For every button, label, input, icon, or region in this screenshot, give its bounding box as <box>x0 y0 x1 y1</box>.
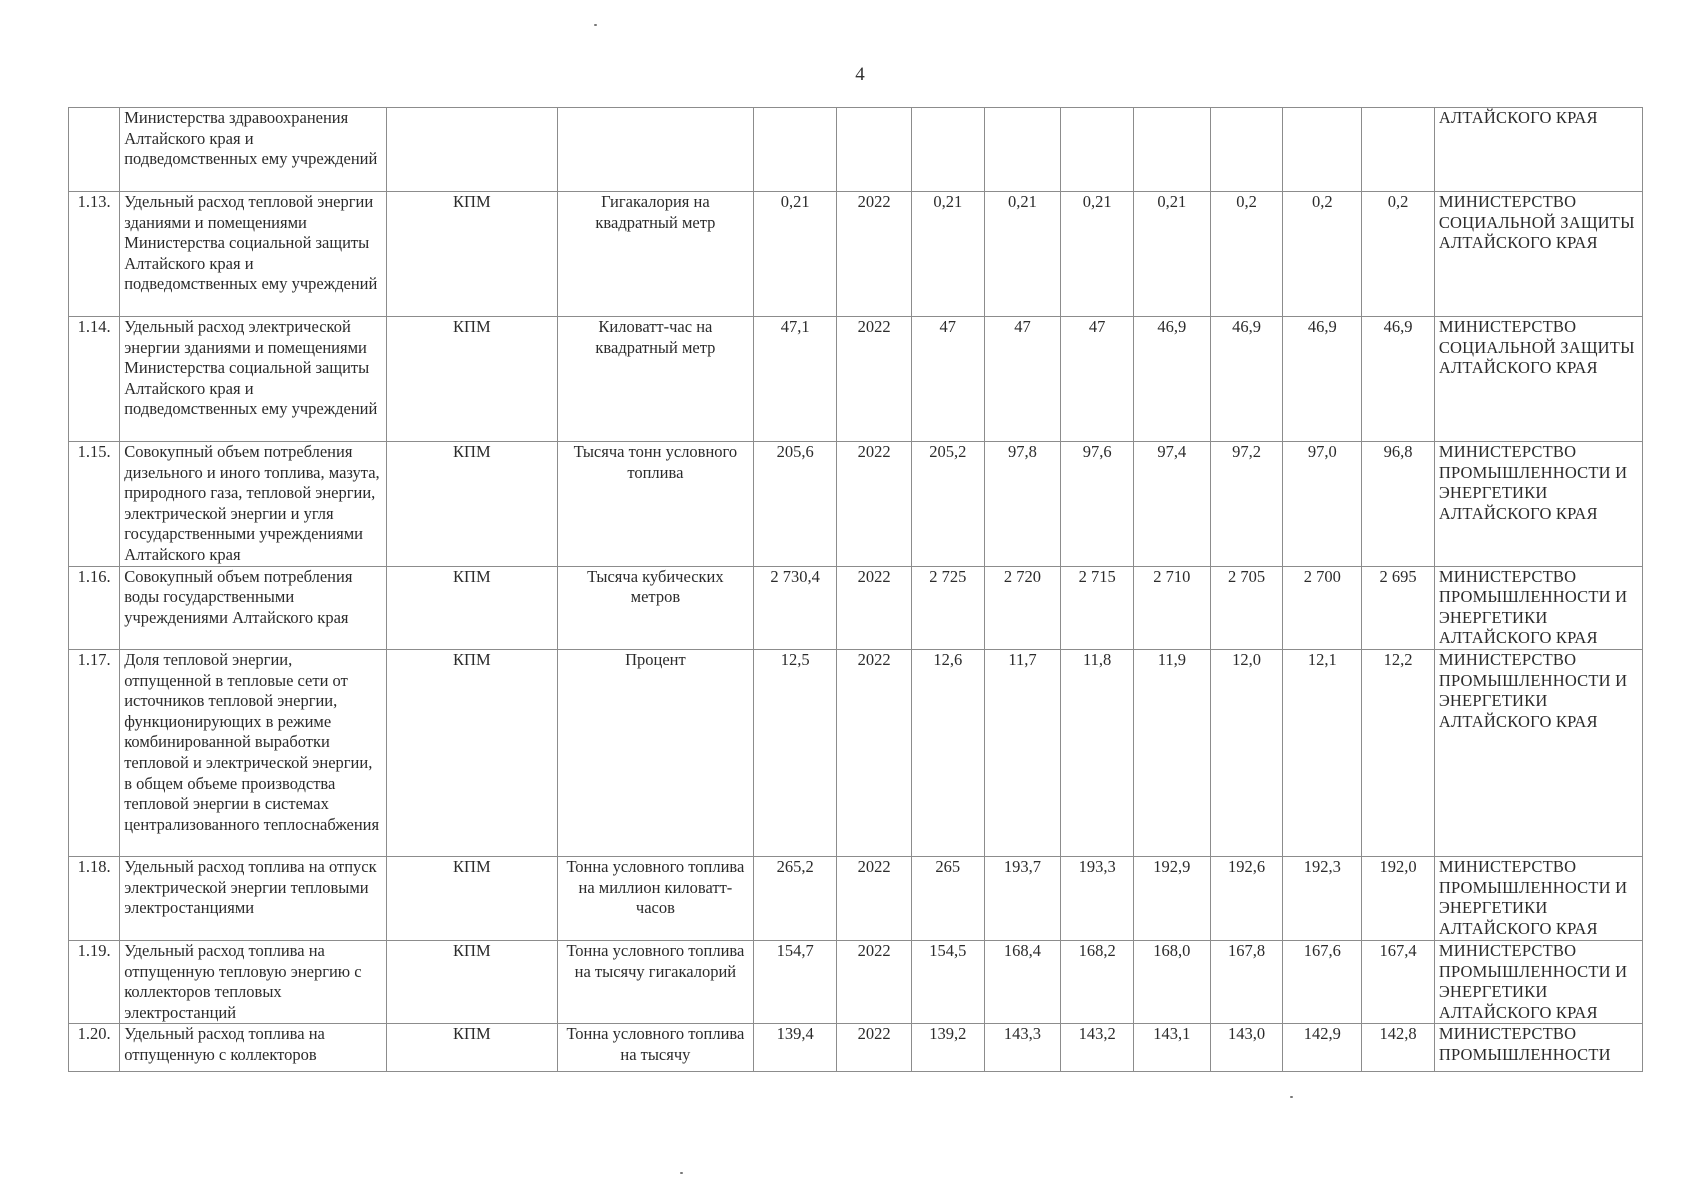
value-2025: 47 <box>984 317 1061 442</box>
row-number: 1.16. <box>69 566 120 649</box>
responsible-authority: МИНИСТЕРСТВО ПРОМЫШЛЕННОСТИ И ЭНЕРГЕТИКИ АЛТАЙСКОГО КРАЯ <box>1434 940 1642 1023</box>
unit-of-measure <box>557 108 753 192</box>
base-value: 0,21 <box>754 192 837 317</box>
value-2029 <box>1283 108 1362 192</box>
row-number: 1.18. <box>69 856 120 940</box>
value-2026: 11,8 <box>1061 649 1134 856</box>
base-year: 2022 <box>837 649 912 856</box>
value-2028: 46,9 <box>1210 317 1283 442</box>
value-2030: 46,9 <box>1362 317 1435 442</box>
base-year: 2022 <box>837 940 912 1023</box>
value-2030: 12,2 <box>1362 649 1435 856</box>
indicator-name: Удельный расход топлива на отпущенную тепловую энергию с коллекторов тепловых электростанций <box>120 940 387 1023</box>
scan-speck <box>594 24 597 26</box>
value-2024: 0,21 <box>911 192 984 317</box>
indicator-name: Удельный расход тепловой энергии зданиями и помещениями Министерства социальной защиты Алтайского края и подведомственных ему учреждений <box>120 192 387 317</box>
responsible-authority: МИНИСТЕРСТВО СОЦИАЛЬНОЙ ЗАЩИТЫ АЛТАЙСКОГО КРАЯ <box>1434 192 1642 317</box>
value-2026 <box>1061 108 1134 192</box>
value-2027: 2 710 <box>1133 566 1210 649</box>
table-row <box>69 856 1643 940</box>
row-number: 1.14. <box>69 317 120 442</box>
page-number: 4 <box>855 64 865 85</box>
responsible-authority: МИНИСТЕРСТВО ПРОМЫШЛЕННОСТИ <box>1434 1024 1642 1072</box>
value-2027: 46,9 <box>1133 317 1210 442</box>
unit-of-measure: Тонна условного топлива на тысячу <box>557 1024 753 1072</box>
base-year: 2022 <box>837 1024 912 1072</box>
value-2029: 167,6 <box>1283 940 1362 1023</box>
scan-speck <box>680 1172 683 1174</box>
value-2027 <box>1133 108 1210 192</box>
responsible-authority: МИНИСТЕРСТВО ПРОМЫШЛЕННОСТИ И ЭНЕРГЕТИКИ АЛТАЙСКОГО КРАЯ <box>1434 566 1642 649</box>
table-row <box>69 442 1643 567</box>
indicator-name: Министерства здравоохранения Алтайского края и подведомственных ему учреждений <box>120 108 387 192</box>
value-2029: 192,3 <box>1283 856 1362 940</box>
indicator-type: КПМ <box>386 856 557 940</box>
value-2024: 154,5 <box>911 940 984 1023</box>
scan-speck <box>1290 1096 1293 1098</box>
indicator-type: КПМ <box>386 940 557 1023</box>
base-year: 2022 <box>837 566 912 649</box>
table-row <box>69 317 1643 442</box>
base-year: 2022 <box>837 856 912 940</box>
base-value: 139,4 <box>754 1024 837 1072</box>
row-number: 1.19. <box>69 940 120 1023</box>
value-2028: 143,0 <box>1210 1024 1283 1072</box>
table-row <box>69 1024 1643 1072</box>
value-2026: 143,2 <box>1061 1024 1134 1072</box>
base-value: 154,7 <box>754 940 837 1023</box>
value-2027: 168,0 <box>1133 940 1210 1023</box>
value-2025: 2 720 <box>984 566 1061 649</box>
value-2030: 0,2 <box>1362 192 1435 317</box>
value-2027: 11,9 <box>1133 649 1210 856</box>
value-2027: 143,1 <box>1133 1024 1210 1072</box>
value-2028 <box>1210 108 1283 192</box>
value-2028: 167,8 <box>1210 940 1283 1023</box>
indicator-type: КПМ <box>386 317 557 442</box>
value-2025 <box>984 108 1061 192</box>
value-2024: 139,2 <box>911 1024 984 1072</box>
table-row <box>69 940 1643 1023</box>
unit-of-measure: Тысяча кубических метров <box>557 566 753 649</box>
value-2030: 192,0 <box>1362 856 1435 940</box>
unit-of-measure: Процент <box>557 649 753 856</box>
indicator-name: Удельный расход топлива на отпуск электрической энергии тепловыми электростанциями <box>120 856 387 940</box>
value-2030 <box>1362 108 1435 192</box>
unit-of-measure: Киловатт-час на квадратный метр <box>557 317 753 442</box>
value-2028: 0,2 <box>1210 192 1283 317</box>
value-2024: 47 <box>911 317 984 442</box>
row-number: 1.17. <box>69 649 120 856</box>
value-2028: 192,6 <box>1210 856 1283 940</box>
row-number: 1.15. <box>69 442 120 567</box>
value-2029: 0,2 <box>1283 192 1362 317</box>
value-2024: 12,6 <box>911 649 984 856</box>
responsible-authority: АЛТАЙСКОГО КРАЯ <box>1434 108 1642 192</box>
table-row <box>69 566 1643 649</box>
value-2029: 46,9 <box>1283 317 1362 442</box>
unit-of-measure: Тысяча тонн условного топлива <box>557 442 753 567</box>
row-number <box>69 108 120 192</box>
value-2029: 142,9 <box>1283 1024 1362 1072</box>
value-2026: 47 <box>1061 317 1134 442</box>
unit-of-measure: Тонна условного топлива на тысячу гигакалорий <box>557 940 753 1023</box>
indicator-name: Доля тепловой энергии, отпущенной в тепловые сети от источников тепловой энергии, функционирующих в режиме комбинированной выработки тепловой и электрической энергии, в общем объеме производства тепловой энергии в системах централизованного теплоснабжения <box>120 649 387 856</box>
table-row <box>69 649 1643 856</box>
value-2024: 2 725 <box>911 566 984 649</box>
value-2027: 192,9 <box>1133 856 1210 940</box>
table-row <box>69 192 1643 317</box>
row-number: 1.20. <box>69 1024 120 1072</box>
responsible-authority: МИНИСТЕРСТВО ПРОМЫШЛЕННОСТИ И ЭНЕРГЕТИКИ АЛТАЙСКОГО КРАЯ <box>1434 442 1642 567</box>
value-2030: 167,4 <box>1362 940 1435 1023</box>
unit-of-measure: Гигакалория на квадратный метр <box>557 192 753 317</box>
value-2026: 168,2 <box>1061 940 1134 1023</box>
value-2024 <box>911 108 984 192</box>
value-2028: 12,0 <box>1210 649 1283 856</box>
value-2029: 2 700 <box>1283 566 1362 649</box>
indicator-name: Удельный расход топлива на отпущенную с коллекторов <box>120 1024 387 1072</box>
base-value <box>754 108 837 192</box>
value-2025: 97,8 <box>984 442 1061 567</box>
value-2025: 168,4 <box>984 940 1061 1023</box>
unit-of-measure: Тонна условного топлива на миллион киловатт-часов <box>557 856 753 940</box>
value-2030: 142,8 <box>1362 1024 1435 1072</box>
value-2029: 12,1 <box>1283 649 1362 856</box>
value-2030: 96,8 <box>1362 442 1435 567</box>
value-2028: 2 705 <box>1210 566 1283 649</box>
base-value: 265,2 <box>754 856 837 940</box>
indicator-type: КПМ <box>386 649 557 856</box>
row-number: 1.13. <box>69 192 120 317</box>
value-2026: 97,6 <box>1061 442 1134 567</box>
responsible-authority: МИНИСТЕРСТВО ПРОМЫШЛЕННОСТИ И ЭНЕРГЕТИКИ АЛТАЙСКОГО КРАЯ <box>1434 649 1642 856</box>
base-year: 2022 <box>837 192 912 317</box>
indicator-type <box>386 108 557 192</box>
value-2026: 0,21 <box>1061 192 1134 317</box>
value-2028: 97,2 <box>1210 442 1283 567</box>
indicator-type: КПМ <box>386 192 557 317</box>
indicator-type: КПМ <box>386 1024 557 1072</box>
value-2024: 205,2 <box>911 442 984 567</box>
value-2025: 143,3 <box>984 1024 1061 1072</box>
value-2029: 97,0 <box>1283 442 1362 567</box>
base-year <box>837 108 912 192</box>
value-2026: 2 715 <box>1061 566 1134 649</box>
value-2027: 0,21 <box>1133 192 1210 317</box>
value-2026: 193,3 <box>1061 856 1134 940</box>
indicator-type: КПМ <box>386 442 557 567</box>
indicator-name: Удельный расход электрической энергии зданиями и помещениями Министерства социальной защиты Алтайского края и подведомственных ему учреждений <box>120 317 387 442</box>
indicator-type: КПМ <box>386 566 557 649</box>
base-value: 12,5 <box>754 649 837 856</box>
indicators-table <box>68 107 1643 1072</box>
indicator-name: Совокупный объем потребления дизельного и иного топлива, мазута, природного газа, тепловой энергии, электрической энергии и угля государственными учреждениями Алтайского края <box>120 442 387 567</box>
responsible-authority: МИНИСТЕРСТВО СОЦИАЛЬНОЙ ЗАЩИТЫ АЛТАЙСКОГО КРАЯ <box>1434 317 1642 442</box>
base-year: 2022 <box>837 317 912 442</box>
base-year: 2022 <box>837 442 912 567</box>
value-2027: 97,4 <box>1133 442 1210 567</box>
table-row <box>69 108 1643 192</box>
value-2025: 0,21 <box>984 192 1061 317</box>
base-value: 47,1 <box>754 317 837 442</box>
base-value: 2 730,4 <box>754 566 837 649</box>
value-2025: 11,7 <box>984 649 1061 856</box>
value-2030: 2 695 <box>1362 566 1435 649</box>
indicator-name: Совокупный объем потребления воды государственными учреждениями Алтайского края <box>120 566 387 649</box>
base-value: 205,6 <box>754 442 837 567</box>
responsible-authority: МИНИСТЕРСТВО ПРОМЫШЛЕННОСТИ И ЭНЕРГЕТИКИ АЛТАЙСКОГО КРАЯ <box>1434 856 1642 940</box>
value-2025: 193,7 <box>984 856 1061 940</box>
value-2024: 265 <box>911 856 984 940</box>
